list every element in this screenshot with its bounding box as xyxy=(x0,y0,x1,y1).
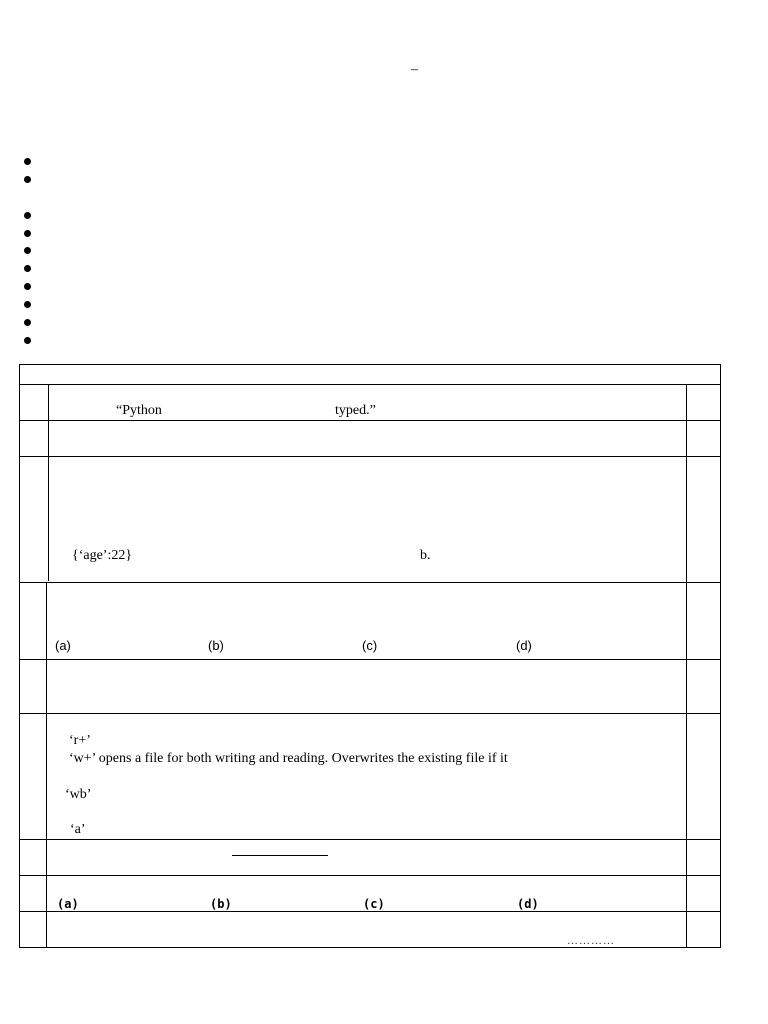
bullet-icon xyxy=(24,212,31,219)
bullet-icon xyxy=(24,319,31,326)
question-4-option-c: (c) xyxy=(362,638,378,653)
question-6-mode-wb: ‘wb’ xyxy=(65,787,92,802)
question-3-option-b: b. xyxy=(420,548,431,563)
bullet-icon xyxy=(24,230,31,237)
question-9-dotted-blank: ………… xyxy=(567,935,615,947)
serial-column-divider xyxy=(48,385,49,581)
serial-column-divider xyxy=(46,583,47,947)
header-dash: – xyxy=(411,62,418,77)
question-8-option-a: (a) xyxy=(57,897,79,911)
question-6-mode-w-plus: ‘w+’ opens a file for both writing and reading. Overwrites the existing file if it xyxy=(69,751,508,766)
question-8-option-d: (d) xyxy=(517,897,539,911)
table-row xyxy=(20,659,720,660)
table-row xyxy=(20,713,720,714)
bullet-icon xyxy=(24,301,31,308)
table-row xyxy=(20,875,720,876)
bullet-icon xyxy=(24,265,31,272)
question-4-option-b: (b) xyxy=(208,638,224,653)
marks-column-divider xyxy=(686,385,687,947)
table-row xyxy=(20,420,720,421)
question-table xyxy=(19,364,721,948)
bullet-icon xyxy=(24,283,31,290)
question-8-option-b: (b) xyxy=(210,897,232,911)
question-4-option-a: (a) xyxy=(55,638,71,653)
question-4-option-d: (d) xyxy=(516,638,532,653)
bullet-icon xyxy=(24,337,31,344)
question-7-blank-line xyxy=(232,855,328,856)
bullet-icon xyxy=(24,176,31,183)
question-1-text-start: “Python xyxy=(116,403,162,418)
question-8-option-c: (c) xyxy=(363,897,385,911)
question-6-mode-r-plus: ‘r+’ xyxy=(69,733,91,748)
question-6-mode-a: ‘a’ xyxy=(70,822,86,837)
table-row xyxy=(20,582,720,583)
bullet-icon xyxy=(24,247,31,254)
bullet-icon xyxy=(24,158,31,165)
table-row xyxy=(20,839,720,840)
question-1-text-end: typed.” xyxy=(335,403,376,418)
table-row xyxy=(20,456,720,457)
question-3-dict-literal: {‘age’:22} xyxy=(72,548,133,563)
table-row xyxy=(20,384,720,385)
